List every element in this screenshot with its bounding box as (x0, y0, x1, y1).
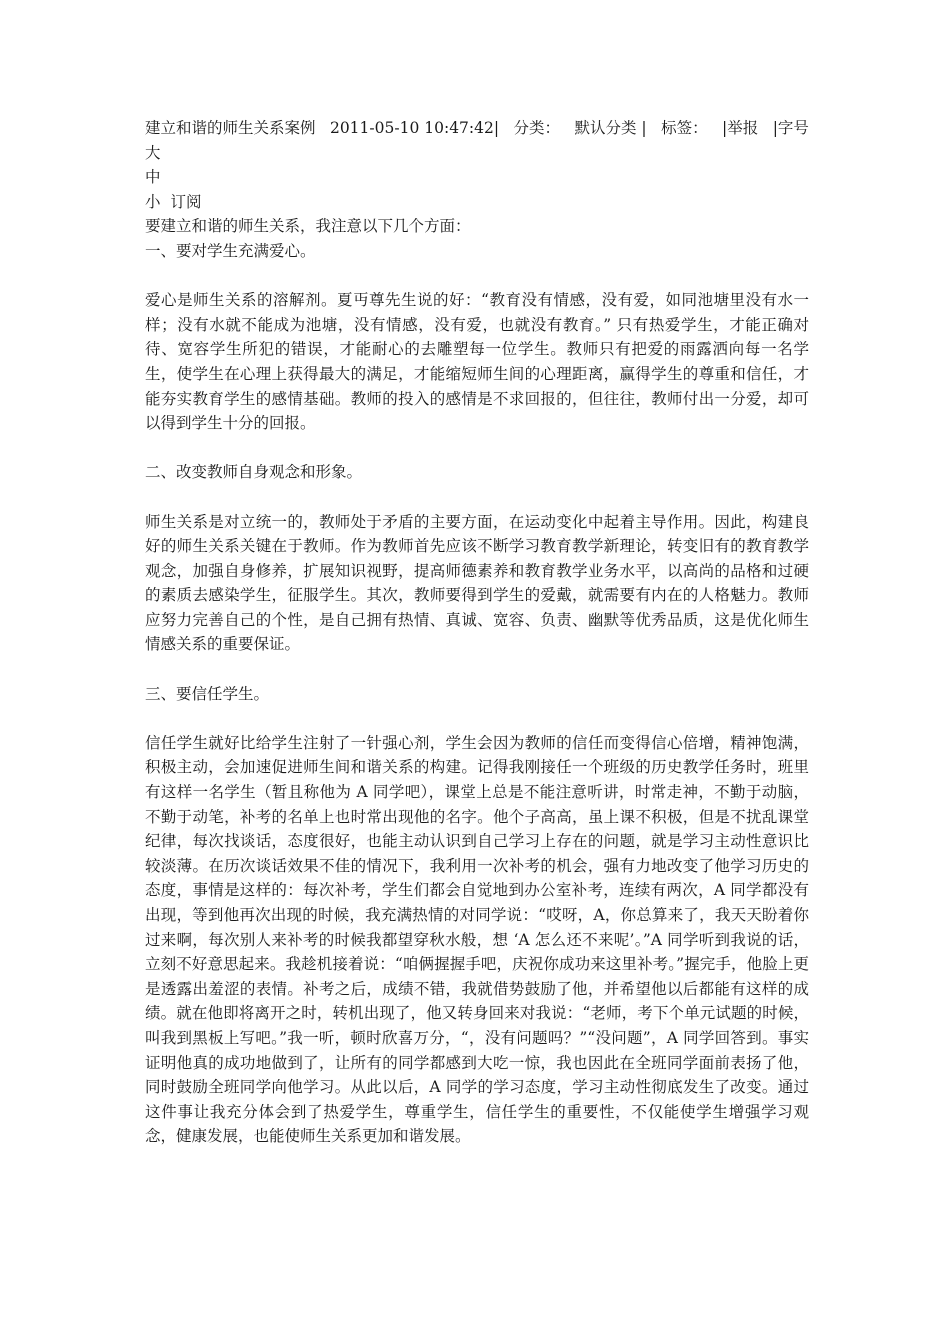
section-heading: 三、要信任学生。 (145, 684, 270, 703)
article-title: 建立和谐的师生关系案例 (145, 119, 316, 137)
font-size-small-row (145, 190, 809, 215)
article-header (145, 116, 809, 141)
section-heading: 一、要对学生充满爱心。 (145, 241, 316, 260)
section-body: 师生关系是对立统一的，教师处于矛盾的主要方面，在运动变化中起着主导作用。因此，构建良好的师生关系关键在于教师。作为教师首先应该不断学习教育教学新理论，转变旧有的教育教学观念，加强自身修养，扩展知识视野，提高师德素养和教育教学业务水平，以高尚的品格和过硬的素质去感染学生，征服学生。其次，教师要得到学生的爱戴，就需要有内在的人格魅力。教师应努力完善自己的个性，是自己拥有热情、真诚、宽容、负责、幽默等优秀品质，这是优化师生情感关系的重要保证。 (145, 512, 809, 654)
font-size-large-option[interactable]: 大 (145, 143, 161, 162)
font-size-medium-option[interactable]: 中 (145, 168, 161, 187)
article (145, 116, 809, 1149)
section-body: 信任学生就好比给学生注射了一针强心剂，学生会因为教师的信任而变得信心倍增，精神饱满，积极主动，会加速促进师生间和谐关系的构建。记得我刚接任一个班级的历史教学任务时，班里有这样一名学生（暂且称他为 A 同学吧），课堂上总是不能注意听讲，时常走神，不勤于动脑，不勤于动笔，补考的名单上也时常出现他的名字。他个子高高，虽上课不积极，但是不扰乱课堂纪律，每次找谈话，态度很好，也能主动认识到自己学习上存在的问题，就是学习主动性意识比较淡薄。在历次谈话效果不佳的情况下，我利用一次补考的机会，强有力地改变了他学习历史的态度，事情是这样的：每次补考，学生们都会自觉地到办公室补考，连续有两次，A 同学都没有出现，等到他再次出现的时候，我充满热情的对同学说：“哎呀，A，你总算来了，我天天盼着你过来啊，每次别人来补考的时候我都望穿秋水般，想 ‘A 怎么还不来呢’。”A 同学听到我说的话，立刻不好意思起来。我趁机接着说：“咱俩握握手吧，庆祝你成功来这里补考。”握完手，他脸上更是透露出羞涩的表情。补考之后，成绩不错，我就借势鼓励了他，并希望他以后都能有这样的成绩。就在他即将离开之时，转机出现了，他又转身回来对我说：“老师，考下个单元试题的时候，叫我到黑板上写吧。”我一听，顿时欣喜万分，“，没有问题吗？”“没问题”，A 同学回答到。事实证明他真的成功地做到了，让所有的同学都感到大吃一惊，我也因此在全班同学面前表扬了他，同时鼓励全班同学向他学习。从此以后，A 同学的学习态度，学习主动性彻底发生了改变。通过这件事让我充分体会到了热爱学生，尊重学生，信任学生的重要性，不仅能使学生增强学习观念，健康发展，也能使师生关系更加和谐发展。 (145, 733, 809, 1146)
font-size-label: |字号 (772, 119, 809, 137)
section-heading: 二、改变教师自身观念和形象。 (145, 463, 363, 482)
section-body: 爱心是师生关系的溶解剂。夏丏尊先生说的好：“教育没有情感，没有爱，如同池塘里没有水一样；没有水就不能成为池塘，没有情感，没有爱，也就没有教育。” 只有热爱学生，才能正确对待、宽容学生所犯的错误，才能耐心的去雕塑每一位学生。教师只有把爱的雨露洒向每一名学生，使学生在心理上获得最大的满足，才能缩短师生间的心理距离，赢得学生的尊重和信任，才能夯实教育学生的感情基础。教师的投入的感情是不求回报的，但往往，教师付出一分爱，却可以得到学生十分的回报。 (145, 291, 809, 433)
font-size-small-option[interactable]: 小 (145, 192, 161, 211)
report-link[interactable]: |举报 (722, 119, 759, 137)
intro-text: 要建立和谐的师生关系，我注意以下几个方面： (145, 217, 471, 236)
tags-label: 标签： (661, 119, 708, 137)
category-link[interactable]: 默认分类 | (574, 119, 647, 137)
category-label: 分类： (513, 119, 561, 137)
post-datetime: 2011-05-10 10:47:42| (329, 119, 500, 137)
subscribe-link[interactable]: 订阅 (170, 192, 202, 211)
